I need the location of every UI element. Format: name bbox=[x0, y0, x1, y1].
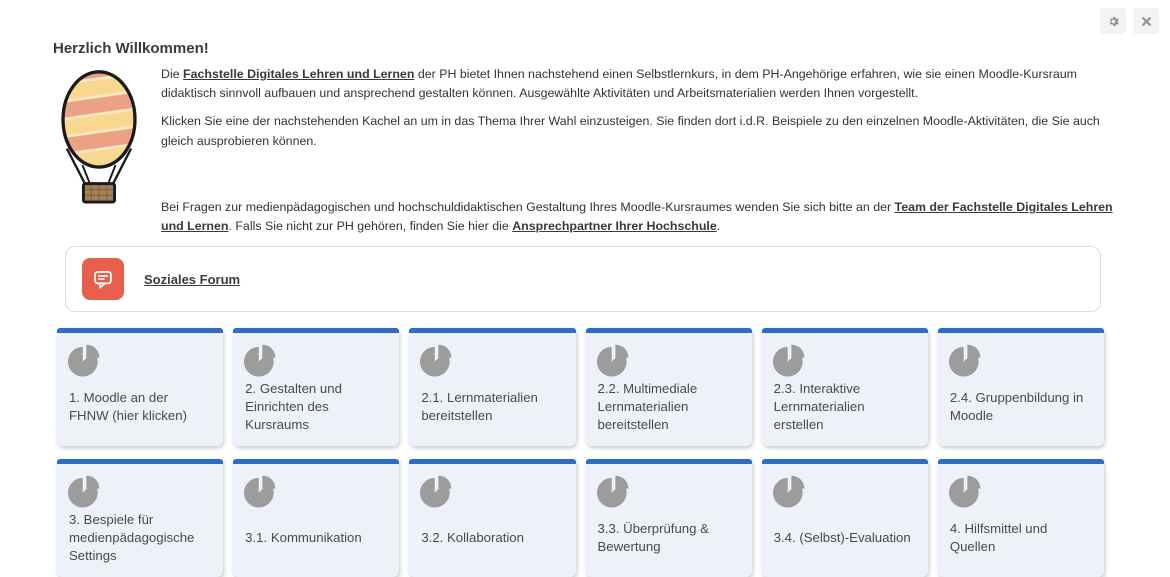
tile-label-wrap bbox=[596, 508, 740, 567]
tile-label: 2. Gestalten und Einrichten des Kursraums bbox=[245, 381, 342, 432]
tile-label-wrap bbox=[596, 377, 740, 436]
tile-label-wrap bbox=[948, 377, 1092, 436]
tile-label-wrap bbox=[67, 377, 211, 436]
tile-label-wrap bbox=[772, 377, 916, 436]
tile-label-wrap bbox=[243, 508, 387, 567]
tile[interactable] bbox=[938, 459, 1104, 577]
tile[interactable] bbox=[57, 459, 223, 577]
intro-p3-pre: Bei Fragen zur medienpädagogischen und hochschuldidaktischen Gestaltung Ihres Moodle-Kursraumes wenden Sie sich bitte an der bbox=[161, 199, 895, 214]
pie-chart-icon bbox=[772, 341, 808, 377]
tiles-grid bbox=[57, 328, 1104, 577]
intro-section bbox=[53, 65, 1170, 236]
hot-air-balloon-image bbox=[53, 65, 145, 205]
page-title: Herzlich Willkommen! bbox=[53, 40, 209, 57]
tile-body bbox=[938, 464, 1104, 577]
tile-label-wrap bbox=[419, 508, 563, 567]
tile[interactable] bbox=[57, 328, 223, 446]
forum-activity-icon-badge bbox=[82, 258, 124, 300]
intro-paragraph-2: Klicken Sie eine der nachstehenden Kachel an um in das Thema Ihrer Wahl einzusteigen. Sie finden dort i.d.R. Beispiele zu den einzelnen Moodle-Aktivitäten, die Sie auch gleich ausprobieren können. bbox=[161, 114, 1100, 148]
tile-body bbox=[586, 333, 752, 446]
tile[interactable] bbox=[233, 459, 399, 577]
pie-chart-icon bbox=[772, 472, 808, 508]
tile-label-wrap bbox=[67, 508, 211, 567]
intro-paragraph-3 bbox=[161, 198, 1119, 236]
link-fachstelle[interactable]: Fachstelle Digitales Lehren und Lernen bbox=[183, 67, 415, 81]
tile[interactable] bbox=[233, 328, 399, 446]
pie-chart-icon bbox=[419, 341, 455, 377]
tile-body bbox=[586, 464, 752, 577]
tile-body bbox=[57, 333, 223, 446]
tile-label: 3.1. Kommunikation bbox=[245, 530, 362, 546]
pie-chart-icon bbox=[948, 472, 984, 508]
forum-link[interactable]: Soziales Forum bbox=[144, 271, 241, 287]
intro-text bbox=[161, 65, 1119, 236]
pie-chart-icon bbox=[243, 341, 279, 377]
tile[interactable] bbox=[762, 459, 928, 577]
tile-label-wrap bbox=[243, 377, 387, 436]
tile-label: 2.4. Gruppenbildung in Moodle bbox=[949, 390, 1084, 423]
intro-paragraph-1 bbox=[161, 65, 1119, 103]
intro-p3-post: . bbox=[716, 219, 721, 234]
pie-chart-icon bbox=[67, 472, 103, 508]
link-ansprechpartner[interactable]: Ansprechpartner Ihrer Hochschule bbox=[512, 219, 717, 234]
tile-body bbox=[938, 333, 1104, 446]
tile[interactable] bbox=[409, 459, 575, 577]
tile-label-wrap bbox=[772, 508, 916, 567]
tile-label: 3.3. Überprüfung & Bewertung bbox=[597, 521, 709, 554]
tile[interactable] bbox=[762, 328, 928, 446]
tile-label: 4. Hilfsmittel und Quellen bbox=[949, 521, 1048, 554]
pie-chart-icon bbox=[67, 341, 103, 377]
tile-label: 3.2. Kollaboration bbox=[421, 530, 524, 546]
tile-label: 2.3. Interaktive Lernmaterialien erstellen bbox=[773, 381, 865, 432]
tile-label: 3. Bespiele für medienpädagogische Settings bbox=[69, 512, 195, 563]
tile[interactable] bbox=[586, 328, 752, 446]
window-controls bbox=[1100, 8, 1159, 34]
pie-chart-icon bbox=[419, 472, 455, 508]
speech-bubble-icon bbox=[89, 265, 117, 293]
tile-body bbox=[233, 464, 399, 577]
gear-icon bbox=[1108, 16, 1119, 27]
intro-p3-mid: . Falls Sie nicht zur PH gehören, finden Sie hier die bbox=[228, 219, 513, 234]
pie-chart-icon bbox=[948, 341, 984, 377]
tile-label: 2.2. Multimediale Lernmaterialien bereitstellen bbox=[597, 381, 698, 432]
pie-chart-icon bbox=[243, 472, 279, 508]
tile[interactable] bbox=[409, 328, 575, 446]
close-icon bbox=[1140, 15, 1153, 28]
intro-p1-post: der PH bietet Ihnen nachstehend einen Selbstlernkurs, in dem PH-Angehörige erfahren, wie sie einen Moodle-Kursraum didaktisch sinnvoll aufbauen und ansprechend gestalten können. Ausgewählte Aktivitäten und Arbeitsmaterialien werden Ihnen vorgestellt. bbox=[161, 67, 1077, 101]
forum-activity-card[interactable] bbox=[65, 246, 1101, 312]
tile[interactable] bbox=[586, 459, 752, 577]
tile-label: 2.1. Lernmaterialien bereitstellen bbox=[421, 390, 538, 423]
tile[interactable] bbox=[938, 328, 1104, 446]
tile-body bbox=[57, 464, 223, 577]
tile-body bbox=[762, 464, 928, 577]
tile-label: 3.4. (Selbst)-Evaluation bbox=[773, 530, 911, 546]
tile-body bbox=[409, 464, 575, 577]
intro-p1-pre: Die bbox=[161, 67, 184, 81]
tile-body bbox=[409, 333, 575, 446]
tile-body bbox=[762, 333, 928, 446]
tile-body bbox=[233, 333, 399, 446]
close-button[interactable] bbox=[1133, 8, 1159, 34]
tile-label-wrap bbox=[419, 377, 563, 436]
tile-label-wrap bbox=[948, 508, 1092, 567]
tile-label: 1. Moodle an der FHNW (hier klicken) bbox=[69, 390, 187, 423]
link-team-fachstelle[interactable]: Team der Fachstelle Digitales Lehren und Lernen bbox=[161, 199, 1113, 234]
pie-chart-icon bbox=[596, 341, 632, 377]
settings-button[interactable] bbox=[1100, 8, 1126, 34]
pie-chart-icon bbox=[596, 472, 632, 508]
